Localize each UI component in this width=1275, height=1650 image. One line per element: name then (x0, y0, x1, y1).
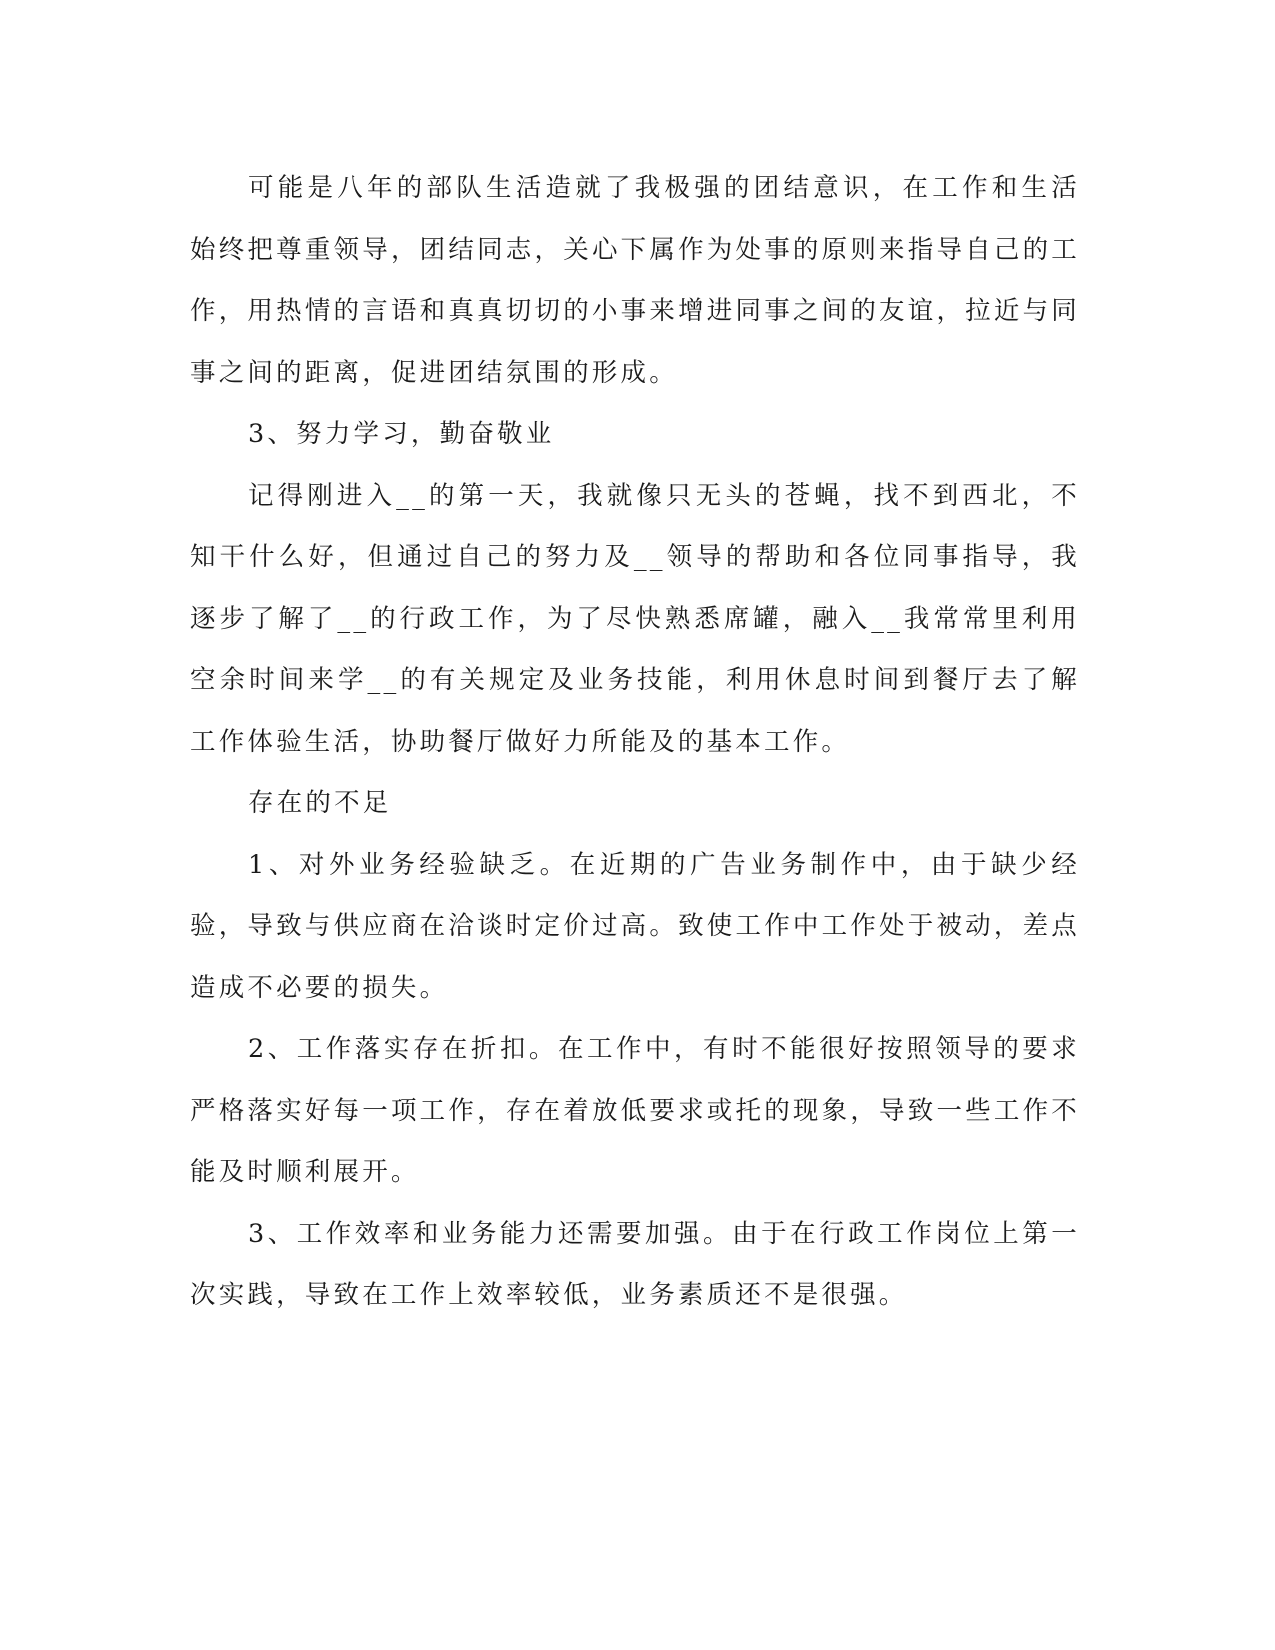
paragraph-shortcoming-1: 1、对外业务经验缺乏。在近期的广告业务制作中，由于缺少经验，导致与供应商在洽谈时定价过高。致使工作中工作处于被动，差点造成不必要的损失。 (190, 849, 1080, 1003)
paragraph-shortcoming-2: 2、工作落实存在折扣。在工作中，有时不能很好按照领导的要求严格落实好每一项工作，存在着放低要求或托的现象，导致一些工作不能及时顺利展开。 (190, 1034, 1080, 1187)
paragraph-teamwork: 可能是八年的部队生活造就了我极强的团结意识，在工作和生活始终把尊重领导，团结同志，关心下属作为处事的原则来指导自己的工作，用热情的言语和真真切切的小事来增进同事之间的友谊，拉近与同事之间的距离，促进团结氛围的形成。 (190, 173, 1080, 388)
paragraph-study: 记得刚进入__的第一天，我就像只无头的苍蝇，找不到西北，不知干什么好，但通过自己的努力及__领导的帮助和各位同事指导，我逐步了解了__的行政工作，为了尽快熟悉席罐，融入__我常常里利用空余时间来学__的有关规定及业务技能，利用休息时间到餐厅去了解工作体验生活，协助餐厅做好力所能及的基本工作。 (190, 480, 1080, 757)
section-heading-study: 3、努力学习，勤奋敬业 (248, 419, 555, 449)
paragraph-shortcoming-3: 3、工作效率和业务能力还需要加强。由于在行政工作岗位上第一次实践，导致在工作上效率较低，业务素质还不是很强。 (190, 1218, 1080, 1310)
document-body (190, 158, 1080, 1327)
section-heading-shortcomings: 存在的不足 (248, 788, 392, 818)
